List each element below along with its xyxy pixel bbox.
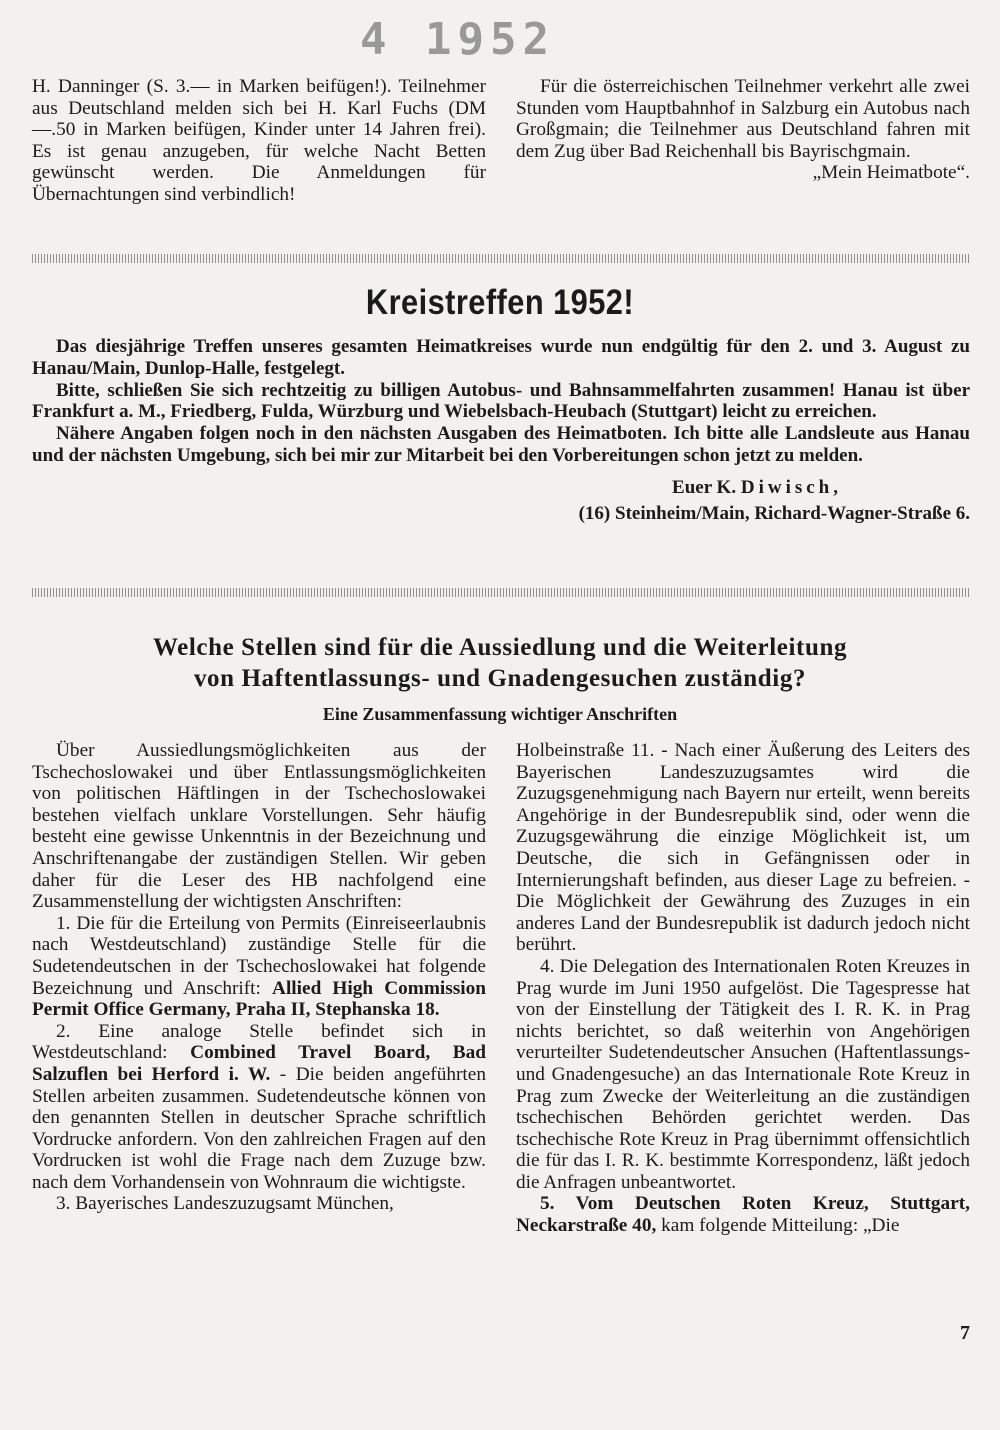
text: - Die beiden angeführten Stellen arbeiten zusammen. Sudetendeutsche können von den genannten Stellen in deutscher Sprache schriftlich Vordrucke anfordern. Von den zahlreichen Fragen auf den Vordrucken ist wohl die Frage nach dem Zuzuge bzw. nach dem Vorhandensein von Wohnraum die wichtigste.: [32, 1063, 486, 1193]
paragraph: Für die österreichischen Teilnehmer verkehrt alle zwei Stunden vom Hauptbahnhof in Salzburg ein Autobus nach Großgmain; die Teilnehmer aus Deutschland fahren mit dem Zug über Bad Reichenhall bis Bayrischgmain.: [516, 76, 970, 162]
text: 2. Eine analoge Stelle befindet sich in Westdeutschland:: [32, 1020, 486, 1064]
article-right-column: [516, 740, 970, 1237]
paragraph: H. Danninger (S. 3.— in Marken beifügen!). Teilnehmer aus Deutschland melden sich bei H. Karl Fuchs (DM —.50 in Marken beifügen, Kinder unter 14 Jahren frei). Es ist genau anzugeben, für welche Nacht Betten gewünscht werden. Die Anmeldungen für Übernachtungen sind verbindlich!: [32, 76, 486, 205]
paragraph: 3. Bayerisches Landeszuzugsamt München,: [56, 1193, 394, 1215]
bold-address: Combined Travel Board, Bad Salzuflen bei Herford i. W.: [32, 1042, 486, 1085]
paragraph: Über Aussiedlungsmöglichkeiten aus der Tschechoslowakei und über Entlassungsmöglichkeiten von politischen Häftlingen in der Tschechoslowakei bestehen vielfach unklare Vorstellungen. Sehr häufig besteht eine gewisse Unkenntnis in der Bezeichnung und Anschriftenangabe der zuständigen Stellen. Wir geben daher für die Leser des HB nachfolgend eine Zusammenstellung der wichtigsten Anschriften:: [32, 740, 486, 913]
divider-rule: [32, 588, 970, 597]
notice-address: (16) Steinheim/Main, Richard-Wagner-Straße 6.: [578, 502, 970, 524]
bold-address: Allied High Commission Permit Office Germany, Praha II, Stephanska 18.: [32, 977, 486, 1021]
divider-rule: [32, 254, 970, 263]
paragraph: [32, 1021, 486, 1194]
notice-body: [32, 336, 970, 524]
page-number: 7: [960, 1322, 970, 1344]
notice-title: Kreistreffen 1952!: [365, 283, 635, 322]
date-stamp: 4 1952: [360, 14, 555, 65]
paragraph: [516, 1193, 970, 1236]
signature-prefix: Euer K.: [672, 476, 737, 498]
paragraph: 4. Die Delegation des Internationalen Roten Kreuzes in Prag wurde im Juni 1950 aufgelöst. Die Tagespresse hat von der Einstellung der Tätigkeit des I. R. K. in Prag nichts berichtet, so daß weiterhin von Angehörigen verurteilter Sudetendeutscher Ansuchen (Haftentlassungs- und Gnadengesuche) an das Internationale Rote Kreuz in Prag zum Zwecke der Weiterleitung an die zuständigen tschechischen Behörden gerichtet werden. Das tschechische Rote Kreuz in Prag übernimmt offensichtlich die für das I. R. K. bestimmte Korrespondenz, läßt jedoch die Anfragen unbeantwortet.: [516, 955, 970, 1193]
top-left-column: [32, 76, 486, 206]
article-title: [0, 632, 1000, 694]
text: kam folgende Mitteilung: „Die: [661, 1215, 900, 1237]
notice-signature: [32, 477, 842, 499]
notice-paragraph: Bitte, schließen Sie sich rechtzeitig zu billigen Autobus- und Bahnsammelfahrten zusammen! Hanau ist über Frankfurt a. M., Friedberg, Fulda, Würzburg und Wiebelsbach-Heubach (Stuttgart) leicht zu erreichen.: [32, 379, 970, 423]
text: 1. Die für die Erteilung von Permits (Einreiseerlaubnis nach Westdeutschland) zuständige Stelle für die Sudetendeutschen in der Tschechoslowakei hat folgende Bezeichnung und Anschrift:: [32, 912, 486, 999]
notice-paragraph: Das diesjährige Treffen unseres gesamten Heimatkreises wurde nun endgültig für den 2. und 3. August zu Hanau/Main, Dunlop-Halle, festgelegt.: [32, 336, 970, 379]
paragraph: [32, 913, 486, 1021]
article-left-column: [32, 740, 486, 1215]
notice-paragraph: Nähere Angaben folgen noch in den nächsten Ausgaben des Heimatboten. Ich bitte alle Landsleute aus Hanau und der nächsten Umgebung, sich bei mir zur Mitarbeit bei den Vorbereitungen schon jetzt zu melden.: [32, 423, 970, 466]
paragraph: Holbeinstraße 11. - Nach einer Äußerung des Leiters des Bayerischen Landeszuzugsamtes wird die Zuzugsgenehmigung nach Bayern nur erteilt, wenn bereits Angehörige in der Bundesrepublik sind, oder wenn die Zuzugsgewährung die einzige Möglichkeit ist, um Deutsche, die sich in Gefängnissen oder in Internierungshaft befinden, aus dieser Lage zu befreien. - Die Möglichkeit der Gewährung des Zuzuges in ein anderes Land der Bundesrepublik ist dadurch jedoch nicht berührt.: [516, 740, 970, 956]
signature-name: Diwisch,: [740, 476, 842, 498]
article-title-line: Welche Stellen sind für die Aussiedlung und die Weiterleitung: [152, 634, 848, 661]
bold-address: 5. Vom Deutschen Roten Kreuz, Stuttgart, Neckarstraße 40,: [516, 1193, 970, 1237]
source-credit: „Mein Heimatbote“.: [812, 162, 970, 184]
article-title-line: von Haftentlassungs- und Gnadengesuchen zuständig?: [193, 665, 807, 692]
top-right-column: [516, 76, 970, 184]
article-subtitle: Eine Zusammenfassung wichtiger Anschriften: [322, 704, 678, 724]
